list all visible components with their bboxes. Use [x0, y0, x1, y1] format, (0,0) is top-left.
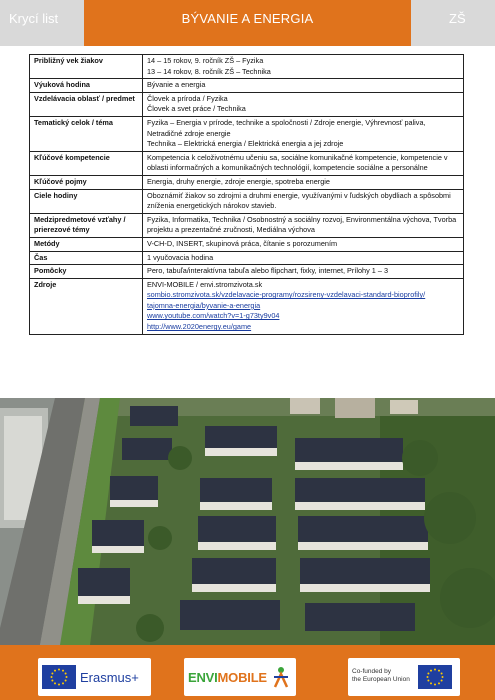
source-link[interactable]: sombio.stromzivota.sk/vzdelavacie-programy/rozsireny-vzdelavaci-standard-bioprofily/: [147, 290, 426, 300]
table-row: [30, 251, 464, 265]
table-row: [30, 175, 464, 189]
value-line: V-CH-D, INSERT, skupinová práca, čítanie s porozumením: [147, 238, 338, 248]
table-row: [30, 237, 464, 251]
row-value: [143, 265, 464, 279]
header-left-box: [0, 0, 84, 46]
table-row: [30, 151, 464, 175]
value-line: Pero, tabuľa/interaktívna tabuľa alebo flipchart, fixky, internet, Prílohy 1 – 3: [147, 266, 388, 276]
footer-bar: [0, 645, 495, 700]
row-value: [143, 237, 464, 251]
value-line: Kompetencia k celoživotnému učeniu sa, sociálne komunikačné kompetencie, kompetencie v oblasti informačných a komunikačných technológií, kompetencie sociálne a personálne: [147, 152, 448, 173]
value-line: Fyzika – Energia v prírode, technike a spoločnosti / Zdroje energie, Výhrevnosť paliva, Netradičné zdroje energie: [147, 117, 426, 138]
row-value: [143, 278, 464, 334]
source-link[interactable]: tajomna-energia/byvanie-a-energia: [147, 300, 261, 310]
row-label: Medzipredmetové vzťahy / prierezové témy: [30, 213, 143, 237]
cover-sheet-table: [29, 54, 464, 335]
envimobile-label: ENVIMOBILE: [188, 670, 267, 685]
row-label: Približný vek žiakov: [30, 55, 143, 79]
row-label: Kľúčové pojmy: [30, 175, 143, 189]
header-right-box: [411, 0, 495, 46]
row-label: Výuková hodina: [30, 79, 143, 93]
header-title-box: [84, 0, 411, 46]
value-line: Energia, druhy energie, zdroje energie, spotreba energie: [147, 176, 330, 186]
table-row: [30, 92, 464, 116]
table-row: [30, 55, 464, 79]
source-link[interactable]: www.youtube.com/watch?v=1-g73ty9v04: [147, 311, 280, 321]
value-line: Technika – Elektrická energia / Elektrická energia a jej zdroje: [147, 139, 344, 149]
cofunded-logo: [348, 658, 460, 696]
value-line: Človek a svet práce / Technika: [147, 104, 246, 114]
eu-flag-icon: [42, 665, 76, 689]
value-line: Fyzika, Informatika, Technika / Osobnostný a sociálny rozvoj, Environmentálna výchova, Tvorba projektu a prezentačné zručnosti, Mediálna výchova: [147, 214, 457, 235]
row-value: [143, 92, 464, 116]
row-value: [143, 116, 464, 151]
row-value: [143, 79, 464, 93]
table-row: [30, 265, 464, 279]
value-line: 14 – 15 rokov, 9. ročník ZŠ – Fyzika: [147, 56, 264, 65]
table-row: [30, 189, 464, 213]
value-line: ENVI-MOBILE / envi.stromzivota.sk: [147, 279, 263, 289]
value-line: Bývanie a energia: [147, 80, 206, 90]
table-row: [30, 278, 464, 334]
row-value: [143, 151, 464, 175]
row-value: [143, 251, 464, 265]
row-label: Zdroje: [30, 278, 143, 334]
header-right-label: ZŠ: [449, 11, 466, 26]
page-title: BÝVANIE A ENERGIA: [181, 11, 314, 26]
row-label: Metódy: [30, 237, 143, 251]
row-label: Ciele hodiny: [30, 189, 143, 213]
row-value: [143, 175, 464, 189]
header-left-label: Krycí list: [9, 11, 59, 26]
table-row: [30, 116, 464, 151]
value-line: Oboznámiť žiakov so zdrojmi a druhmi energie, využívanými v ľudských obydliach a spôsobmi zníženia energetických nárokov stavieb.: [147, 190, 451, 211]
solar-housing-photo: [0, 398, 495, 645]
row-value: [143, 213, 464, 237]
row-value: [143, 55, 464, 79]
row-value: [143, 189, 464, 213]
cofunded-label: Co-funded by the European Union: [352, 668, 410, 683]
recycle-figure-icon: [272, 665, 290, 689]
envimobile-logo: [184, 658, 296, 696]
value-line: 13 – 14 rokov, 8. ročník ZŠ – Technika: [147, 66, 271, 76]
value-line: Človek a príroda / Fyzika: [147, 93, 228, 103]
erasmus-logo: [38, 658, 151, 696]
value-line: 1 vyučovacia hodina: [147, 252, 214, 262]
row-label: Pomôcky: [30, 265, 143, 279]
row-label: Vzdelávacia oblasť / predmet: [30, 92, 143, 116]
source-link[interactable]: http://www.2020energy.eu/game: [147, 322, 252, 332]
page-header: [0, 0, 495, 46]
row-label: Tematický celok / téma: [30, 116, 143, 151]
table-row: [30, 213, 464, 237]
row-label: Čas: [30, 251, 143, 265]
erasmus-label: Erasmus+: [80, 670, 139, 685]
table-row: [30, 79, 464, 93]
eu-flag-icon: [418, 665, 452, 689]
row-label: Kľúčové kompetencie: [30, 151, 143, 175]
